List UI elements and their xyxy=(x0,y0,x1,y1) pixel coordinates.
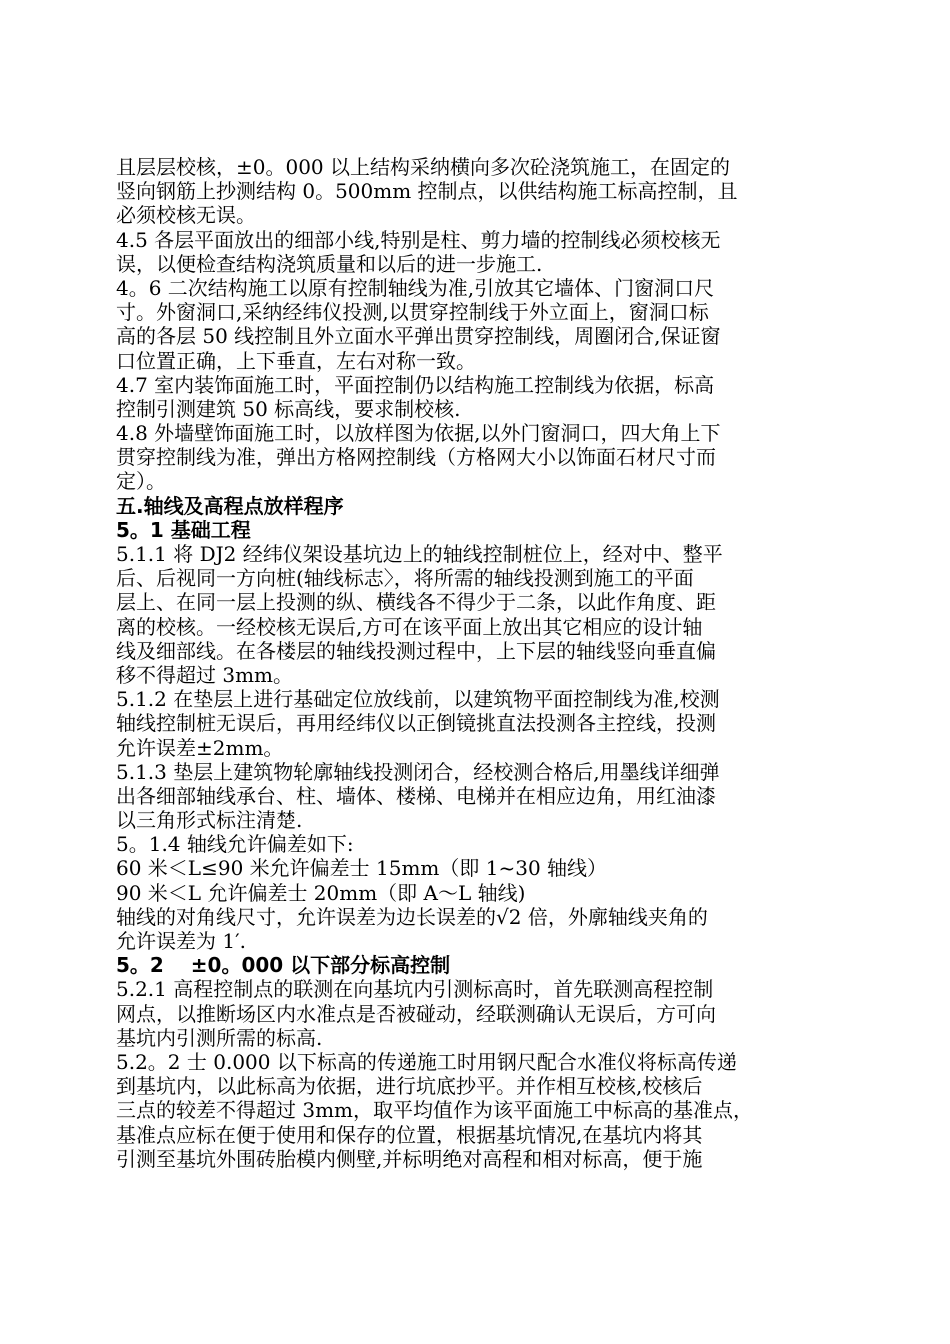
text-line: 定）。 xyxy=(116,469,166,494)
text-line: 4.5 各层平面放出的细部小线,特别是柱、剪力墙的控制线必须校核无 xyxy=(116,227,721,252)
text-line: 4。6 二次结构施工以原有控制轴线为准,引放其它墙体、门窗洞口尺 xyxy=(116,275,715,300)
text-line: 移不得超过 3mm。 xyxy=(116,662,294,687)
text-line: 后、后视同一方向桩(轴线标志〉，将所需的轴线投测到施工的平面 xyxy=(116,566,694,591)
text-line: 口位置正确，上下垂直，左右对称一致。 xyxy=(116,348,476,373)
text-line: 5.1.3 垫层上建筑物轮廓轴线投测闭合，经校测合格后,用墨线详细弹 xyxy=(116,759,720,784)
text-line: 误，以便检查结构浇筑质量和以后的进一步施工. xyxy=(116,251,543,276)
text-line: 90 米＜L 允许偏差士 20mm（即 A～L 轴线) xyxy=(116,880,526,905)
text-line: 4.8 外墙壁饰面施工时，以放样图为依据,以外门窗洞口，四大角上下 xyxy=(116,421,721,446)
text-line: 控制引测建筑 50 标高线，要求制校核. xyxy=(116,396,461,421)
section-heading: 五.轴线及高程点放样程序 xyxy=(116,493,344,518)
text-line: 到基坑内，以此标高为依据，进行坑底抄平。并作相互校核,校核后 xyxy=(116,1074,703,1099)
text-line: 竖向钢筋上抄测结构 0。500mm 控制点，以供结构施工标高控制，且 xyxy=(116,179,738,204)
text-line: 三点的较差不得超过 3mm，取平均值作为该平面施工中标高的基准点， xyxy=(116,1098,754,1123)
text-line: 轴线控制桩无误后，再用经纬仪以正倒镜挑直法投测各主控线，投测 xyxy=(116,711,716,736)
text-line: 基准点应标在便于使用和保存的位置，根据基坑情况,在基坑内将其 xyxy=(116,1122,703,1147)
text-line: 4.7 室内装饰面施工时，平面控制仍以结构施工控制线为依据，标高 xyxy=(116,372,715,397)
text-line: 5。1.4 轴线允许偏差如下: xyxy=(116,832,354,857)
text-line: 层上、在同一层上投测的纵、横线各不得少于二条，以此作角度、距 xyxy=(116,590,716,615)
text-line: 贯穿控制线为准，弹出方格网控制线（方格网大小以饰面石材尺寸而 xyxy=(116,445,716,470)
text-line: 基坑内引测所需的标高. xyxy=(116,1025,323,1050)
subsection-heading: 5。2 ±0。000 以下部分标高控制 xyxy=(116,953,451,978)
text-line: 5.2。2 士 0.000 以下标高的传递施工时用钢尺配合水准仪将标高传递 xyxy=(116,1049,737,1074)
text-line: 网点，以推断场区内水准点是否被碰动，经联测确认无误后，方可向 xyxy=(116,1001,716,1026)
subsection-heading: 5。1 基础工程 xyxy=(116,517,251,542)
text-line: 寸。外窗洞口,采纳经纬仪投测,以贯穿控制线于外立面上，窗洞口标 xyxy=(116,300,709,325)
text-line: 5.1.2 在垫层上进行基础定位放线前，以建筑物平面控制线为准,校测 xyxy=(116,687,720,712)
text-line: 离的校核。一经校核无误后,方可在该平面上放出其它相应的设计轴 xyxy=(116,614,703,639)
text-line: 线及细部线。在各楼层的轴线投测过程中，上下层的轴线竖向垂直偏 xyxy=(116,638,716,663)
text-line: 允许误差为 1′. xyxy=(116,929,246,953)
text-line: 且层层校核，±0。000 以上结构采纳横向多次砼浇筑施工，在固定的 xyxy=(116,155,731,179)
text-line: 60 米＜L≤90 米允许偏差士 15mm（即 1~30 轴线） xyxy=(116,856,608,881)
text-line: 以三角形式标注清楚. xyxy=(116,808,303,833)
text-line: 轴线的对角线尺寸，允许误差为边长误差的√2 倍，外廓轴线夹角的 xyxy=(116,904,708,929)
text-line: 5.2.1 高程控制点的联测在向基坑内引测标高时，首先联测高程控制 xyxy=(116,977,714,1002)
text-line: 出各细部轴线承台、柱、墙体、楼梯、电梯并在相应边角，用红油漆 xyxy=(116,783,716,808)
text-line: 高的各层 50 线控制且外立面水平弹出贯穿控制线，周圈闭合,保证窗 xyxy=(116,324,721,349)
text-line: 5.1.1 将 DJ2 经纬仪架设基坑边上的轴线控制桩位上，经对中、整平 xyxy=(116,542,723,566)
text-line: 必须校核无误。 xyxy=(116,203,256,228)
text-line: 引测至基坑外围砖胎模内侧壁,并标明绝对高程和相对标高，便于施 xyxy=(116,1146,703,1171)
document-body xyxy=(116,155,834,1171)
text-line: 允许误差±2mm。 xyxy=(116,735,284,760)
